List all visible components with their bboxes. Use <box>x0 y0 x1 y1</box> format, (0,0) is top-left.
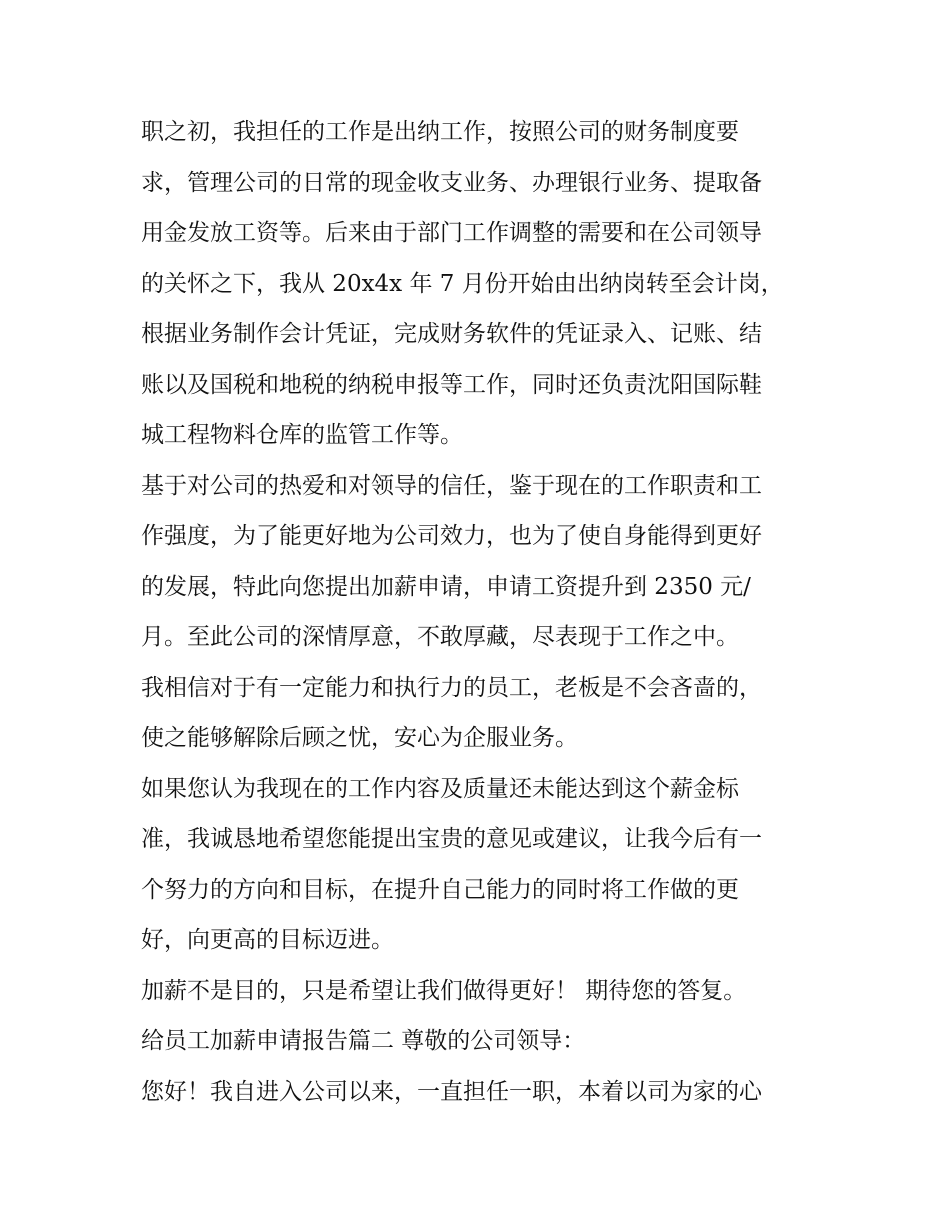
text-line: 好，向更高的目标迈进。 <box>141 927 394 953</box>
text-line: 我相信对于有一定能力和执行力的员工，老板是不会吝啬的， <box>141 674 762 701</box>
text-line: 您好！我自进入公司以来，一直担任一职，本着以司为家的心 <box>141 1078 762 1105</box>
text-line: 加薪不是目的，只是希望让我们做得更好！ 期待您的答复。 <box>141 977 747 1004</box>
text-line: 城工程物料仓库的监管工作等。 <box>141 422 463 448</box>
text-line: 职之初，我担任的工作是出纳工作，按照公司的财务制度要 <box>141 119 739 145</box>
text-line: 个努力的方向和目标，在提升自己能力的同时将工作做的更 <box>141 876 739 903</box>
text-line: 用金发放工资等。后来由于部门工作调整的需要和在公司领导 <box>141 220 762 246</box>
text-line: 账以及国税和地税的纳税申报等工作，同时还负责沈阳国际鞋 <box>141 371 762 398</box>
text-line: 给员工加薪申请报告篇二 尊敬的公司领导： <box>141 1028 586 1054</box>
text-line: 作强度，为了能更好地为公司效力，也为了使自身能得到更好 <box>141 523 762 549</box>
text-line: 的关怀之下，我从 20x4x 年 7 月份开始由出纳岗转至会计岗， <box>141 270 784 297</box>
document-body <box>141 107 813 1117</box>
text-line: 如果您认为我现在的工作内容及质量还未能达到这个薪金标 <box>141 775 739 802</box>
text-line: 根据业务制作会计凭证，完成财务软件的凭证录入、记账、结 <box>141 321 762 347</box>
text-line: 基于对公司的热爱和对领导的信任，鉴于现在的工作职责和工 <box>141 472 762 499</box>
text-line: 月。至此公司的深情厚意，不敢厚藏，尽表现于工作之中。 <box>141 624 739 650</box>
text-line: 使之能够解除后顾之忧，安心为企服业务。 <box>141 725 578 751</box>
text-line: 的发展，特此向您提出加薪申请，申请工资提升到 2350 元/ <box>141 573 751 600</box>
text-line: 求，管理公司的日常的现金收支业务、办理银行业务、提取备 <box>141 169 762 196</box>
text-line: 准，我诚恳地希望您能提出宝贵的意见或建议，让我今后有一 <box>141 826 762 852</box>
